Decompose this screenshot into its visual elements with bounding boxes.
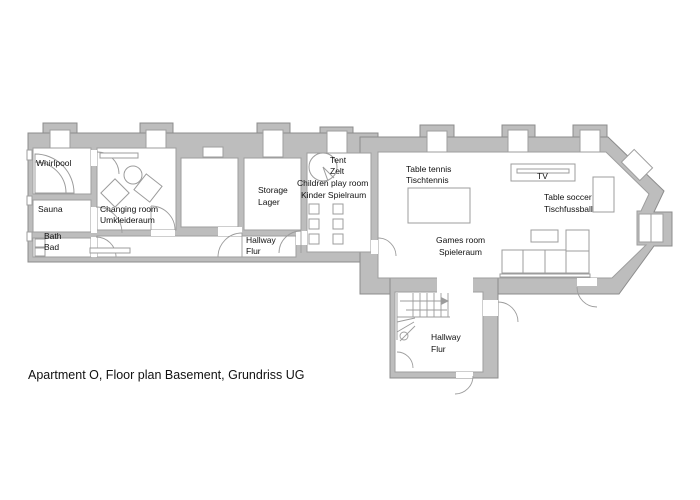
door-opening — [371, 240, 378, 254]
playroom-label-de: Kinder Spielraum — [301, 190, 367, 200]
window — [580, 130, 600, 155]
door-opening — [577, 278, 597, 286]
hallway-left-label-en: Hallway — [246, 235, 276, 245]
coffee-table — [531, 230, 558, 242]
door-opening — [218, 227, 242, 236]
table-soccer-label-de: Tischfussball — [544, 204, 593, 214]
table-tennis-label-de: Tischtennis — [406, 175, 449, 185]
side-room — [181, 158, 238, 227]
play-chair — [333, 234, 343, 244]
tent-label-de: Zelt — [330, 166, 345, 176]
window — [263, 130, 283, 157]
changing-label-de: Umkleideraum — [100, 215, 155, 225]
bath-label-de: Bad — [44, 242, 60, 252]
tv-label: TV — [537, 171, 548, 181]
play-chair — [309, 219, 319, 229]
play-chair — [309, 204, 319, 214]
window-slit — [27, 196, 32, 205]
door-opening — [437, 274, 473, 294]
door-opening — [456, 372, 473, 378]
window — [508, 130, 528, 155]
hallway-lower-label-de: Flur — [431, 344, 446, 354]
window-slit — [27, 232, 32, 241]
table-soccer-table — [593, 177, 614, 212]
storage-label-de: Lager — [258, 197, 280, 207]
door-opening — [91, 207, 97, 233]
whirlpool-label: Whirlpool — [36, 158, 72, 168]
door-arc — [455, 376, 473, 394]
door-opening — [151, 230, 175, 236]
radiator — [100, 153, 138, 158]
playroom-label-en: Children play room — [297, 178, 369, 188]
play-chair — [333, 204, 343, 214]
tent-label-en: Tent — [330, 155, 347, 165]
door-opening — [91, 237, 97, 257]
door-opening — [91, 150, 97, 166]
games-room-label-en: Games room — [436, 235, 486, 245]
table-tennis-label-en: Table tennis — [406, 164, 452, 174]
window — [327, 131, 347, 155]
hallway-lower-label-en: Hallway — [431, 332, 461, 342]
play-chair — [309, 234, 319, 244]
door-arc — [498, 302, 518, 322]
window-slit — [27, 150, 32, 160]
table-soccer-label-en: Table soccer — [544, 192, 592, 202]
door-opening — [483, 300, 498, 316]
window — [203, 147, 223, 157]
hallway-left-label-de: Flur — [246, 246, 261, 256]
changing-label-en: Changing room — [100, 204, 159, 214]
changing-table — [124, 166, 142, 184]
plan-caption: Apartment O, Floor plan Basement, Grundriss UG — [28, 368, 305, 382]
table-tennis-table — [408, 188, 470, 223]
sauna-label: Sauna — [38, 204, 63, 214]
games-room-label-de: Spieleraum — [439, 247, 482, 257]
play-chair — [333, 219, 343, 229]
door-opening — [296, 231, 307, 245]
storage-label-en: Storage — [258, 185, 288, 195]
radiator — [90, 248, 130, 253]
bath-label-en: Bath — [44, 231, 62, 241]
